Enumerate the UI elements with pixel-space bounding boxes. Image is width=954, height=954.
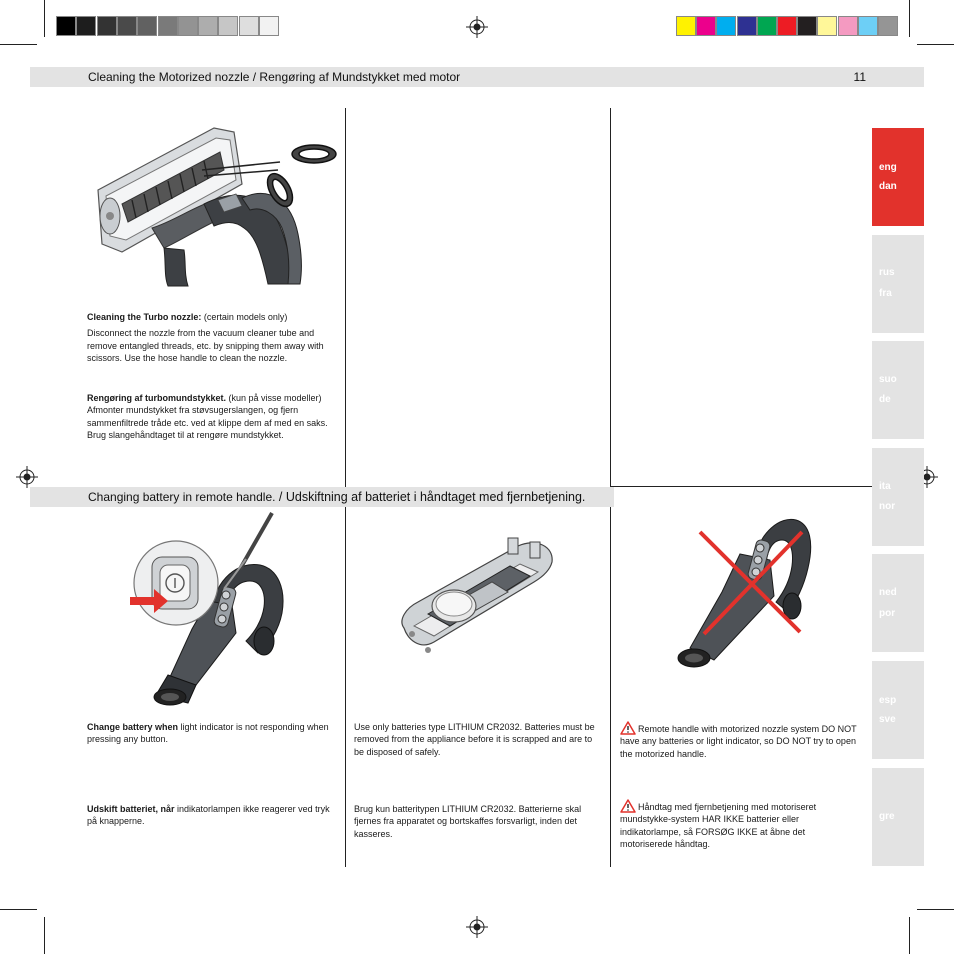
crop-mark [44,917,45,954]
warning-icon [620,799,636,813]
column-divider [345,507,346,867]
grey-swatch [56,16,76,36]
language-tab-label: gre [879,811,895,822]
motorized-warning-body-da: Håndtag med fjernbetjening med motoriseret mundstykke-system HAR IKKE batterier eller indikatorlampe, så FORSØG IKKE at åbne det motoriserede håndtag. [620,802,817,850]
grey-swatch [259,16,279,36]
warning-icon [620,721,636,735]
battery-type-text-da: Brug kun batteritypen LITHIUM CR2032. Batterierne skal fjernes fra apparatet og bortskaffes forsvarligt, inden det kasseres. [354,804,582,839]
color-swatch [676,16,696,36]
grey-swatch [137,16,157,36]
crop-mark [909,0,910,37]
battery-compartment-illustration [398,530,556,670]
language-tab-label: dan [879,181,897,192]
page-number: 11 [853,70,866,84]
crop-mark [909,917,910,954]
motorized-warning-text-da [620,799,860,851]
language-tab-esp-sve[interactable] [872,661,924,759]
registration-mark-icon [466,16,488,38]
language-tab-label: sve [879,714,896,725]
color-swatch [858,16,878,36]
column-divider [610,108,611,487]
grey-swatch [117,16,137,36]
page-header [30,67,924,87]
color-swatch [716,16,736,36]
change-battery-text-da [87,803,337,828]
turbo-nozzle-heading-da: Rengøring af turbomundstykket. [87,393,227,403]
crop-mark [917,909,954,910]
section-title-en: Changing battery in remote handle. [88,490,276,504]
language-tab-label: rus [879,267,895,278]
color-swatch [878,16,898,36]
language-tab-label: esp [879,695,897,706]
color-swatch [757,16,777,36]
page-title: Cleaning the Motorized nozzle / Rengøring af Mundstykket med motor [88,70,461,84]
motorized-warning-body-en: Remote handle with motorized nozzle system DO NOT have any batteries or light indicator, so DO NOT try to open the motorized handle. [620,724,857,759]
section-title-da: / Udskiftning af batteriet i håndtaget med fjernbetjening. [275,490,586,504]
language-tab-ned-por[interactable] [872,554,924,652]
language-tab-label: por [879,608,896,619]
crop-mark [0,44,37,45]
language-tab-label: eng [879,162,897,173]
language-tab-label: ita [879,481,891,492]
turbo-nozzle-text-da [87,392,334,442]
crop-mark [0,909,37,910]
crossed-out-handle-illustration [670,510,840,678]
remote-handle-screwdriver-illustration [128,509,288,709]
color-swatch [817,16,837,36]
column-divider [345,108,346,487]
battery-type-text-en: Use only batteries type LITHIUM CR2032. Batteries must be removed from the appliance before it is scrapped and are to be disposed of safely. [354,722,595,757]
color-swatch [777,16,797,36]
turbo-nozzle-heading-en: Cleaning the Turbo nozzle: [87,312,202,322]
section-header-battery [30,487,614,507]
grey-swatch [178,16,198,36]
turbo-nozzle-note-en: (certain models only) [201,312,288,322]
grey-swatch [76,16,96,36]
turbo-nozzle-illustration [92,124,338,286]
crop-mark [44,0,45,37]
turbo-nozzle-text-en [87,311,337,365]
change-battery-heading-da: Udskift batteriet, når [87,804,175,814]
language-tab-label: fra [879,288,892,299]
language-tab-label: de [879,394,891,405]
change-battery-body-en: light indicator is not responding when pressing any button. [87,722,329,745]
motorized-warning-text-en [620,721,860,760]
color-swatch [737,16,757,36]
language-tab-label: ned [879,587,897,598]
grey-swatch [218,16,238,36]
color-swatch [797,16,817,36]
language-tab-eng-dan[interactable] [872,128,924,226]
grey-swatch [239,16,259,36]
language-tab-rus-fra[interactable] [872,235,924,333]
crop-mark [917,44,954,45]
language-tab-ita-nor[interactable] [872,448,924,546]
section-divider [610,486,872,487]
section-title-battery [88,490,585,504]
color-swatch [838,16,858,36]
change-battery-heading-en: Change battery when [87,722,179,732]
language-tab-suo-de[interactable] [872,341,924,439]
grey-swatch [198,16,218,36]
grey-swatch [97,16,117,36]
column-divider [610,507,611,867]
change-battery-text-en [87,721,337,746]
registration-mark-icon [16,466,38,488]
grey-swatch [158,16,178,36]
language-tab-label: nor [879,501,896,512]
change-battery-body-da: indikatorlampen ikke reagerer ved tryk på knapperne. [87,804,330,827]
turbo-nozzle-body-en: Disconnect the nozzle from the vacuum cleaner tube and remove entangled threads, etc. by snipping them away with scissors. Use the hose handle to clean the nozzle. [87,328,324,364]
language-tab-gre[interactable] [872,768,924,866]
language-tab-label: suo [879,374,897,385]
turbo-nozzle-body-da: (kun på visse modeller) Afmonter mundstykket fra støvsugerslangen, og fjern sammenfiltrede tråde etc. ved at klippe dem af med en saks. Brug slangehåndtaget til at rengøre mundstykket. [87,393,328,441]
registration-mark-icon [466,916,488,938]
color-swatch [696,16,716,36]
